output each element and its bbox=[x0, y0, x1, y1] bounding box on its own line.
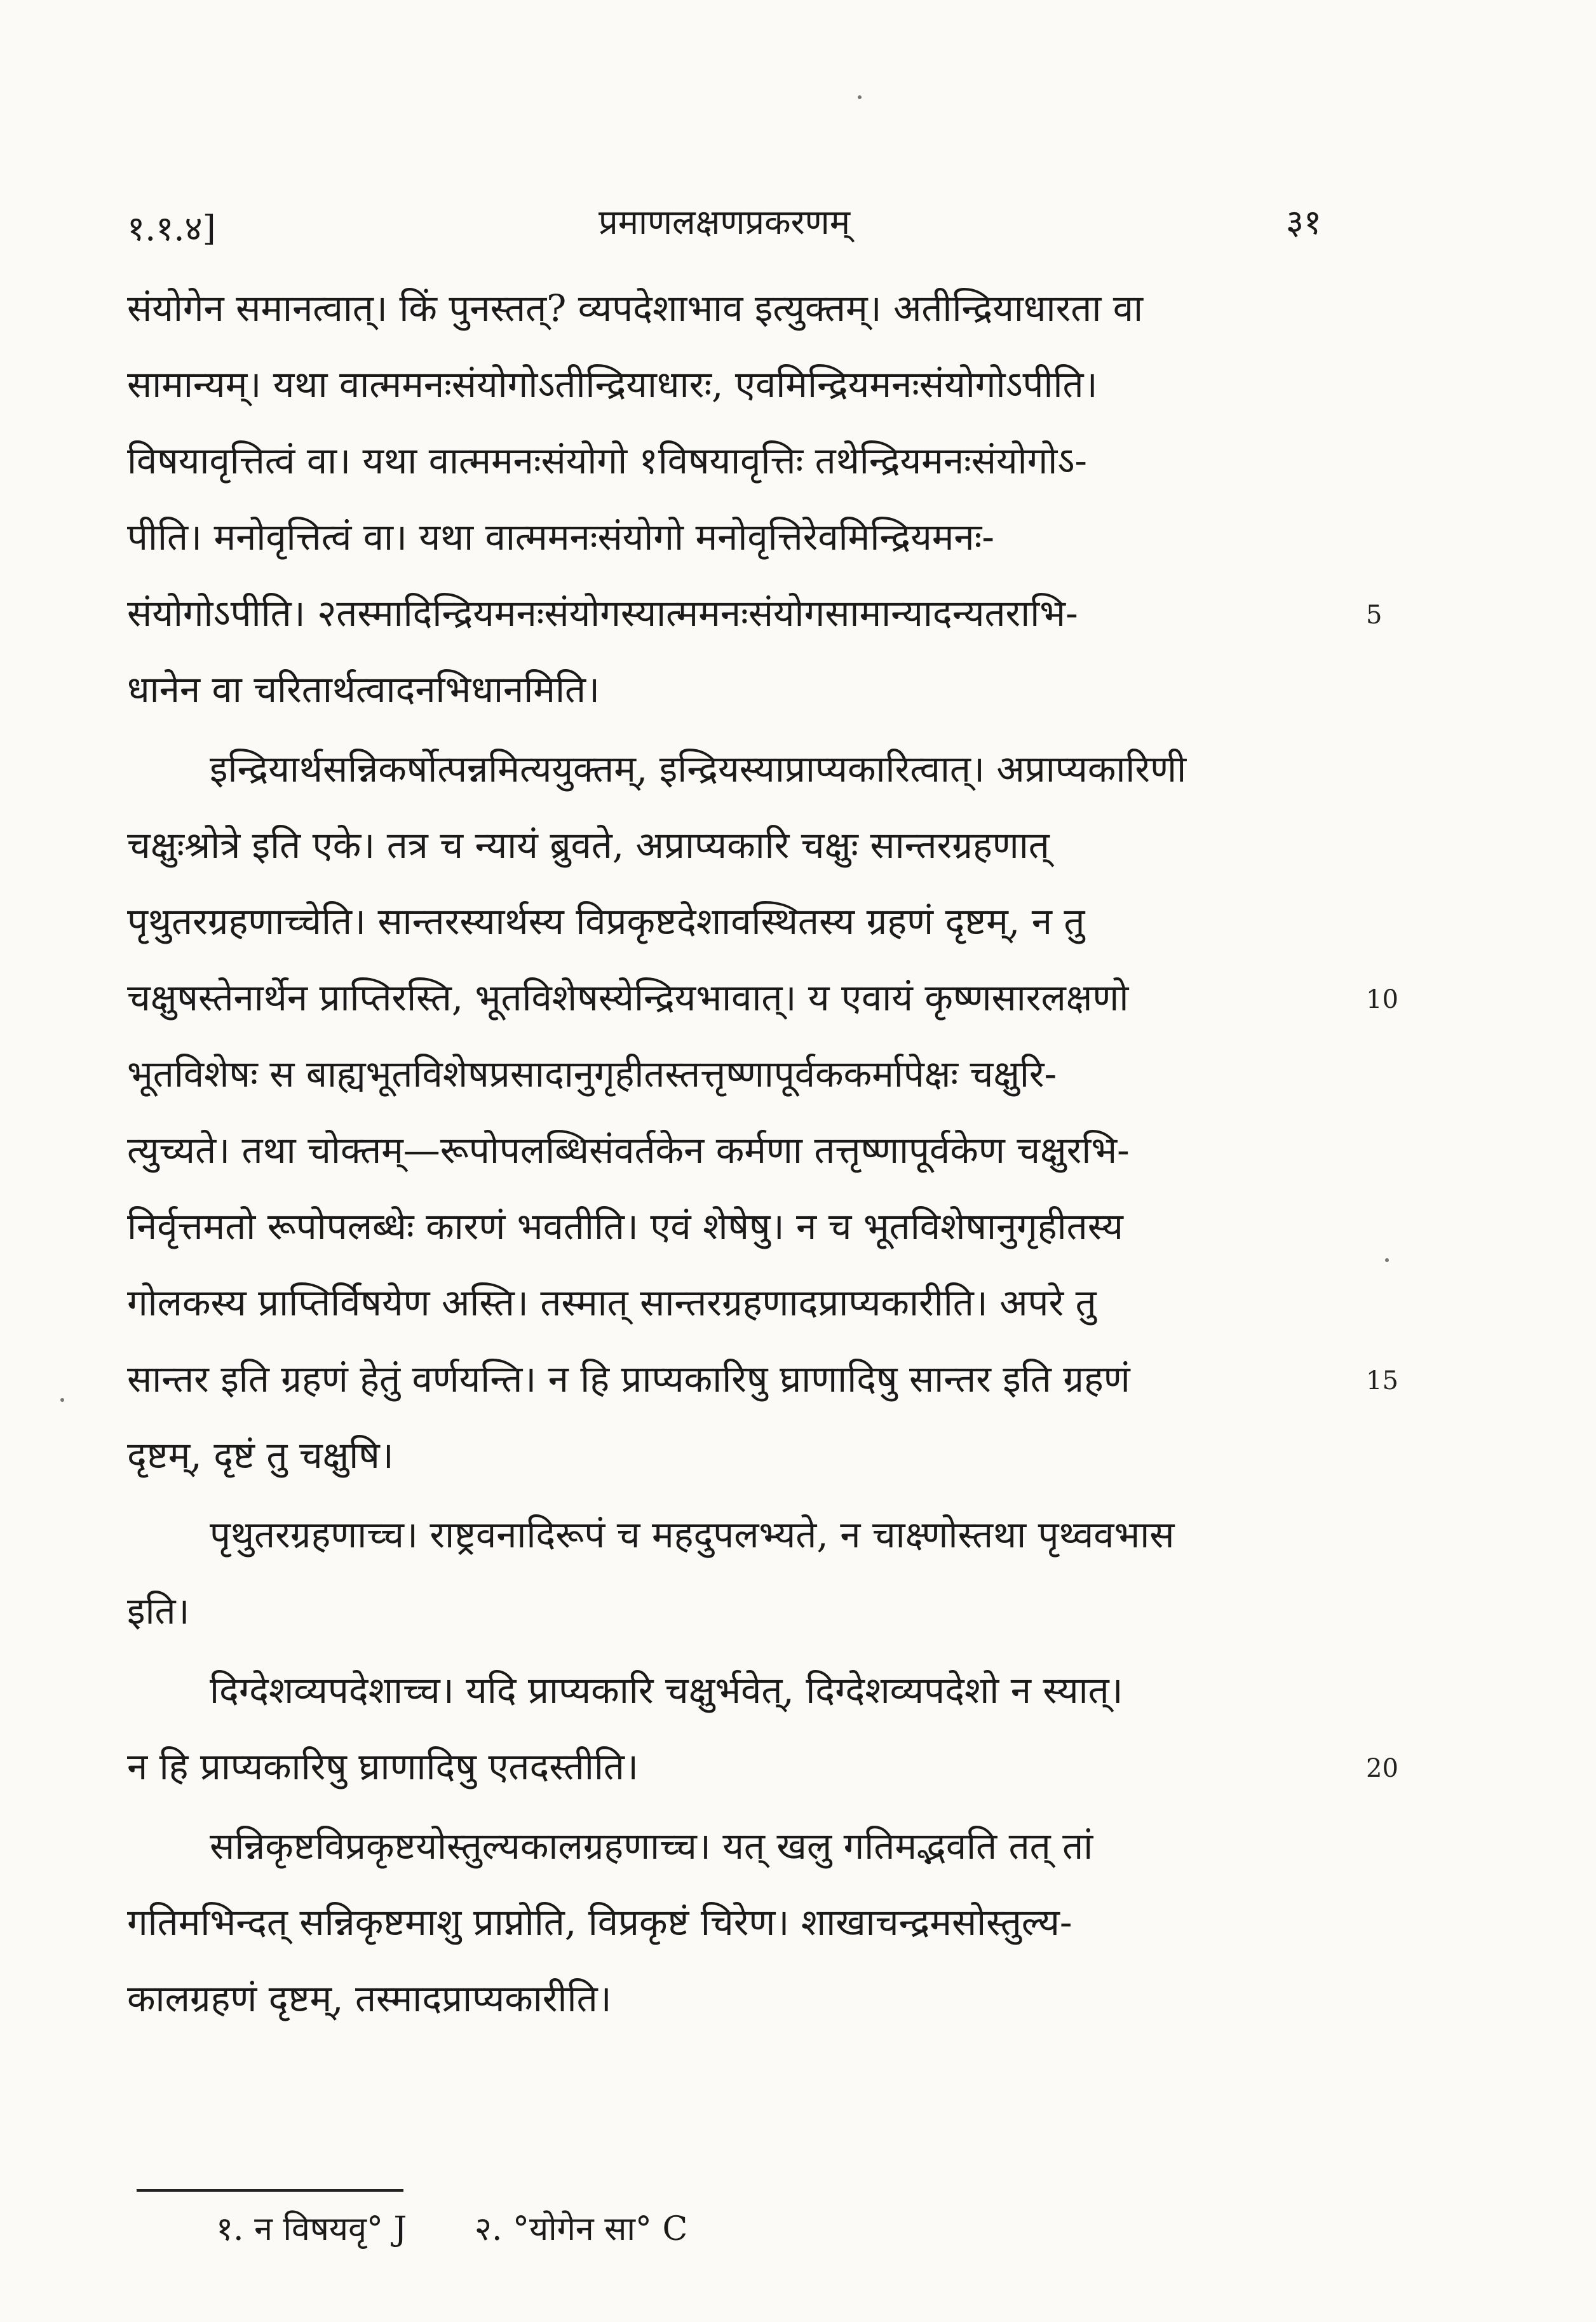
scan-speck bbox=[60, 1398, 64, 1402]
text-line: चक्षुषस्तेनार्थेन प्राप्तिरस्ति, भूतविशेषस्येन्द्रियभावात्। य एवायं कृष्णसारलक्षणो bbox=[127, 976, 1129, 1019]
text-line: त्युच्यते। तथा चोक्तम्—रूपोपलब्धिसंवर्तकेन कर्मणा तत्तृष्णापूर्वकेण चक्षुरभि- bbox=[127, 1129, 1130, 1172]
text-line: पृथुतरग्रहणाच्चेति। सान्तरस्यार्थस्य विप्रकृष्टदेशावस्थितस्य ग्रहणं दृष्टम्, न तु bbox=[127, 900, 1085, 943]
line-number: 10 bbox=[1366, 985, 1398, 1014]
text-line: इन्द्रियार्थसन्निकर्षोत्पन्नमित्ययुक्तम्, इन्द्रियस्याप्राप्यकारित्वात्। अप्राप्यकारिणी bbox=[210, 747, 1187, 791]
line-number: 20 bbox=[1366, 1754, 1398, 1783]
running-header bbox=[127, 191, 1322, 261]
footnote-2: २. °योगेन सा° C bbox=[474, 2210, 688, 2248]
text-line: निर्वृत्तमतो रूपोपलब्धेः कारणं भवतीति। एवं शेषेषु। न च भूतविशेषानुगृहीतस्य bbox=[127, 1205, 1123, 1248]
footnote-rule bbox=[137, 2189, 403, 2192]
text-line: धानेन वा चरितार्थत्वादनभिधानमिति। bbox=[127, 668, 600, 711]
text-line: दृष्टम्, दृष्टं तु चक्षुषि। bbox=[127, 1434, 394, 1477]
text-line: भूतविशेषः स बाह्यभूतविशेषप्रसादानुगृहीतस्तत्तृष्णापूर्वककर्मापेक्षः चक्षुरि- bbox=[127, 1052, 1057, 1096]
page-number: ३१ bbox=[1285, 202, 1322, 242]
text-line: गतिमभिन्दत् सन्निकृष्टमाशु प्राप्नोति, विप्रकृष्टं चिरेण। शाखाचन्द्रमसोस्तुल्य- bbox=[127, 1901, 1072, 1944]
text-line: सामान्यम्। यथा वात्ममनःसंयोगोऽतीन्द्रियाधारः, एवमिन्द्रियमनःसंयोगोऽपीति। bbox=[127, 363, 1098, 406]
section-reference: १.१.४] bbox=[127, 208, 216, 248]
text-line: इति। bbox=[127, 1589, 190, 1633]
footnotes bbox=[216, 2205, 745, 2250]
line-number: 5 bbox=[1366, 601, 1383, 630]
text-line: सन्निकृष्टविप्रकृष्टयोस्तुल्यकालग्रहणाच्च। यत् खलु गतिमद्भवति तत् तां bbox=[210, 1824, 1093, 1868]
text-line: दिग्देशव्यपदेशाच्च। यदि प्राप्यकारि चक्षुर्भवेत्, दिग्देशव्यपदेशो न स्यात्। bbox=[210, 1669, 1123, 1712]
text-line: गोलकस्य प्राप्तिर्विषयेण अस्ति। तस्मात् सान्तरग्रहणादप्राप्यकारीति। अपरे तु bbox=[127, 1281, 1097, 1324]
text-line: चक्षुःश्रोत्रे इति एके। तत्र च न्यायं ब्रुवते, अप्राप्यकारि चक्षुः सान्तरग्रहणात् bbox=[127, 824, 1050, 867]
text-line: न हि प्राप्यकारिषु घ्राणादिषु एतदस्तीति। bbox=[127, 1745, 639, 1788]
text-line: पीति। मनोवृत्तित्वं वा। यथा वात्ममनःसंयोगो मनोवृत्तिरेवमिन्द्रियमनः- bbox=[127, 515, 994, 559]
scan-speck bbox=[858, 95, 862, 99]
text-line: पृथुतरग्रहणाच्च। राष्ट्रवनादिरूपं च महदुपलभ्यते, न चाक्ष्णोस्तथा पृथ्ववभास bbox=[210, 1513, 1175, 1556]
text-line: सान्तर इति ग्रहणं हेतुं वर्णयन्ति। न हि प्राप्यकारिषु घ्राणादिषु सान्तर इति ग्रहणं bbox=[127, 1357, 1130, 1401]
text-line: कालग्रहणं दृष्टम्, तस्मादप्राप्यकारीति। bbox=[127, 1977, 612, 2020]
text-line: संयोगेन समानत्वात्। किं पुनस्तत्? व्यपदेशाभाव इत्युक्तम्। अतीन्द्रियाधारता वा bbox=[127, 287, 1144, 330]
text-line: संयोगोऽपीति। २तस्मादिन्द्रियमनःसंयोगस्यात्ममनःसंयोगसामान्यादन्यतराभि- bbox=[127, 592, 1078, 635]
chapter-title: प्रमाणलक्षणप्रकरणम् bbox=[598, 202, 851, 242]
text-line: विषयावृत्तित्वं वा। यथा वात्ममनःसंयोगो १विषयावृत्तिः तथेन्द्रियमनःसंयोगोऽ- bbox=[127, 439, 1087, 482]
scan-speck bbox=[1385, 1258, 1389, 1262]
footnote-1: १. न विषयवृ° J bbox=[216, 2210, 407, 2248]
line-number: 15 bbox=[1366, 1366, 1398, 1395]
